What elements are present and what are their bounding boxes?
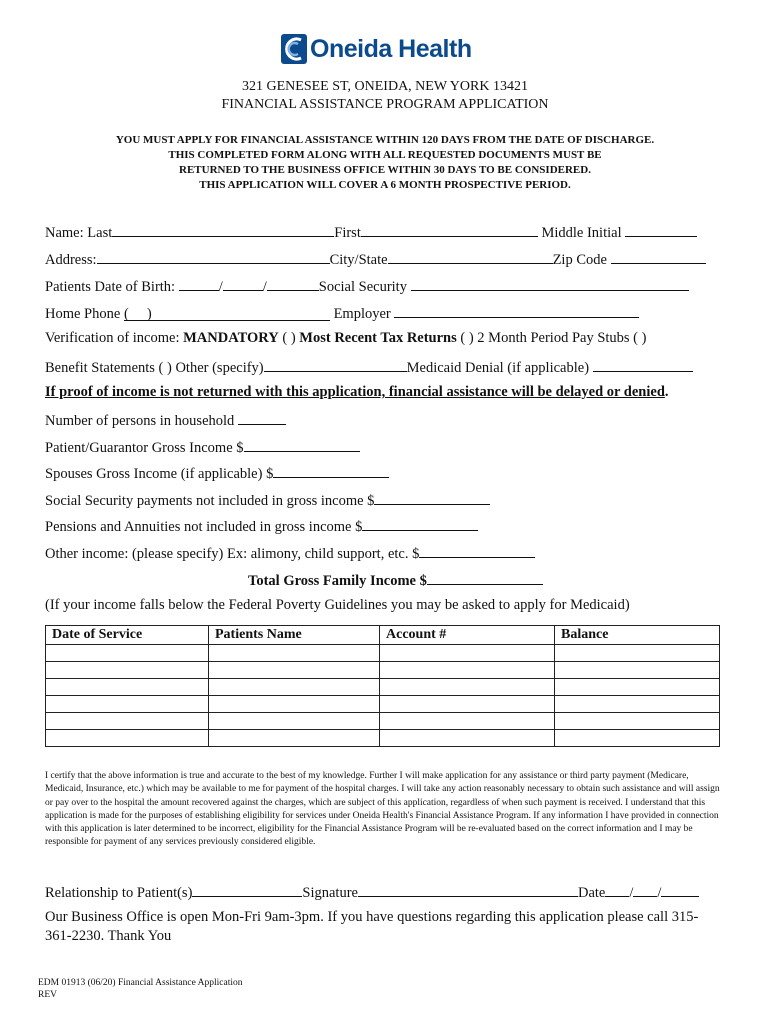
form-footer <box>38 977 243 1001</box>
notice-line-1: YOU MUST APPLY FOR FINANCIAL ASSISTANCE WITHIN 120 DAYS FROM THE DATE OF DISCHARGE. <box>115 134 655 146</box>
city-state-field[interactable] <box>388 249 553 264</box>
address-label: Address: <box>45 252 97 268</box>
certification-text: I certify that the above information is true and accurate to the best of my knowledge. Further I will make application for any assistance or third party payment (Medicare, Medicaid, Insurance, etc.) which may be available to me for payment of the hospital charges. I will take any action reasonably necessary to obtain such assistance and will assign or pay over to the hospital the amount recovered against the charges, which are subject of this application, regardless of when such payment is received. I understand that this application is made for the purposes of establishing eligibility for services under Oneida Health's Financial Assistance Program. If any information I have provided in connection with this application is later determined to be incorrect, eligibility for the Financial Assistance Program will be re-evaluated based on the correct information and I may be responsible for payment of any services previously considered eligible. <box>45 771 720 848</box>
dob-month-field[interactable] <box>179 276 219 291</box>
first-name-field[interactable] <box>361 222 538 237</box>
table-cell[interactable] <box>380 679 555 696</box>
table-cell[interactable] <box>555 662 720 679</box>
relationship-label: Relationship to Patient(s) <box>45 885 193 901</box>
table-cell[interactable] <box>555 645 720 662</box>
table-row <box>46 730 720 747</box>
poverty-note-row <box>45 597 630 614</box>
spouse-income-row <box>45 463 389 483</box>
table-cell[interactable] <box>555 730 720 747</box>
table-cell[interactable] <box>46 679 209 696</box>
table-cell[interactable] <box>380 713 555 730</box>
medicaid-denial-field[interactable] <box>593 357 693 372</box>
guarantor-income-label: Patient/Guarantor Gross Income $ <box>45 440 244 456</box>
city-state-label: City/State <box>329 252 388 268</box>
notice-line-2: THIS COMPLETED FORM ALONG WITH ALL REQUESTED DOCUMENTS MUST BE <box>168 149 602 161</box>
address-row <box>45 249 706 269</box>
other-income-row <box>45 543 535 563</box>
table-row <box>46 662 720 679</box>
date-year-field[interactable] <box>661 882 699 897</box>
household-field[interactable] <box>238 410 286 425</box>
household-label: Number of persons in household <box>45 413 235 429</box>
warning-row: If proof of income is not returned with this application, financial assistance will be delayed or denied. <box>45 384 669 400</box>
table-cell[interactable] <box>209 679 380 696</box>
last-name-field[interactable] <box>112 222 334 237</box>
ssn-label: Social Security <box>318 279 407 295</box>
phone-row <box>45 303 639 323</box>
zip-code-field[interactable] <box>611 249 706 264</box>
dob-day-field[interactable] <box>223 276 263 291</box>
benefit-statements-label[interactable]: Benefit Statements ( ) Other (specify) <box>45 360 264 376</box>
date-label: Date <box>577 885 606 901</box>
col-account: Account # <box>380 626 555 645</box>
pensions-label: Pensions and Annuities not included in gross income $ <box>45 519 363 535</box>
oneida-logo-icon <box>281 34 307 64</box>
zip-code-label: Zip Code <box>552 252 607 268</box>
date-day-field[interactable] <box>633 882 657 897</box>
table-row <box>46 696 720 713</box>
medicaid-denial-label: Medicaid Denial (if applicable) <box>406 360 590 376</box>
home-phone-label: Home Phone <box>45 306 121 322</box>
ss-payments-field[interactable] <box>374 490 490 505</box>
spouse-income-label: Spouses Gross Income (if applicable) $ <box>45 466 274 482</box>
guarantor-income-row <box>45 437 360 457</box>
table-cell[interactable] <box>46 730 209 747</box>
table-cell[interactable] <box>209 713 380 730</box>
table-cell[interactable] <box>46 645 209 662</box>
form-id: EDM 01913 (06/20) Financial Assistance Application <box>38 978 243 988</box>
guarantor-income-field[interactable] <box>244 437 360 452</box>
table-cell[interactable] <box>209 730 380 747</box>
table-row <box>46 645 720 662</box>
program-title: FINANCIAL ASSISTANCE PROGRAM APPLICATION <box>221 97 549 112</box>
signature-label: Signature <box>302 885 358 901</box>
notice-line-4: THIS APPLICATION WILL COVER A 6 MONTH PROSPECTIVE PERIOD. <box>199 179 571 191</box>
signature-field[interactable] <box>358 882 578 897</box>
table-row <box>46 679 720 696</box>
office-note: Our Business Office is open Mon-Fri 9am-3pm. If you have questions regarding this application please call 315-361-2230. Thank You <box>45 909 699 944</box>
name-row <box>45 222 697 242</box>
employer-field[interactable] <box>394 303 639 318</box>
logo-text: Oneida Health <box>310 34 472 63</box>
table-cell[interactable] <box>555 713 720 730</box>
middle-initial-label: Middle Initial <box>541 225 622 241</box>
other-income-label: Other income: (please specify) Ex: alimony, child support, etc. $ <box>45 546 420 562</box>
pensions-field[interactable] <box>362 516 478 531</box>
service-table <box>45 625 720 747</box>
header-block <box>0 78 770 114</box>
ss-payments-label: Social Security payments not included in gross income $ <box>45 493 375 509</box>
tax-returns-label: Most Recent Tax Returns <box>299 330 457 346</box>
table-cell[interactable] <box>555 696 720 713</box>
poverty-note: (If your income falls below the Federal Poverty Guidelines you may be asked to apply for Medicaid) <box>45 597 630 613</box>
col-date-of-service: Date of Service <box>46 626 209 645</box>
other-specify-field[interactable] <box>264 357 407 372</box>
col-patients-name: Patients Name <box>209 626 380 645</box>
table-row <box>46 713 720 730</box>
verification-row <box>45 330 646 347</box>
oneida-health-logo <box>281 34 472 64</box>
dob-label: Patients Date of Birth: <box>45 279 176 295</box>
dob-year-field[interactable] <box>267 276 319 291</box>
tax-returns-checkbox[interactable]: ( ) <box>282 330 296 346</box>
table-cell[interactable] <box>209 645 380 662</box>
address-field[interactable] <box>97 249 330 264</box>
last-name-label: Name: Last <box>45 225 113 241</box>
employer-label: Employer <box>333 306 391 322</box>
ssn-field[interactable] <box>411 276 689 291</box>
table-cell[interactable] <box>380 645 555 662</box>
dob-row: Patients Date of Birth: / / Social Security <box>45 276 689 296</box>
form-rev: REV <box>38 990 57 1000</box>
table-cell[interactable] <box>209 696 380 713</box>
pensions-row <box>45 516 478 536</box>
household-row <box>45 410 286 430</box>
notice-line-3: RETURNED TO THE BUSINESS OFFICE WITHIN 30 DAYS TO BE CONSIDERED. <box>179 164 591 176</box>
notice-block <box>0 133 770 193</box>
verification-label: Verification of income: <box>45 330 180 346</box>
benefits-row <box>45 357 693 377</box>
table-cell[interactable] <box>46 696 209 713</box>
other-income-field[interactable] <box>419 543 535 558</box>
table-cell[interactable] <box>46 662 209 679</box>
service-table-header <box>46 626 720 645</box>
middle-initial-field[interactable] <box>625 222 697 237</box>
mandatory-label: MANDATORY <box>183 330 279 346</box>
table-cell[interactable] <box>380 662 555 679</box>
table-cell[interactable] <box>209 662 380 679</box>
pay-stubs-option[interactable]: ( ) 2 Month Period Pay Stubs ( ) <box>460 330 647 346</box>
table-cell[interactable] <box>555 679 720 696</box>
home-phone-field[interactable]: ( ) <box>124 306 330 321</box>
first-name-label: First <box>334 225 361 241</box>
table-cell[interactable] <box>380 696 555 713</box>
total-income-label: Total Gross Family Income $ <box>248 573 427 589</box>
total-income-row <box>248 570 543 590</box>
total-income-field[interactable] <box>427 570 543 585</box>
table-cell[interactable] <box>380 730 555 747</box>
ss-payments-row <box>45 490 490 510</box>
date-month-field[interactable] <box>605 882 629 897</box>
col-balance: Balance <box>555 626 720 645</box>
service-table-body <box>46 645 720 747</box>
signature-row: Relationship to Patient(s) Signature Date / / <box>45 882 699 902</box>
relationship-field[interactable] <box>192 882 302 897</box>
address-line: 321 GENESEE ST, ONEIDA, NEW YORK 13421 <box>242 79 528 94</box>
proof-of-income-warning: If proof of income is not returned with this application, financial assistance will be delayed or denied <box>45 384 665 400</box>
table-cell[interactable] <box>46 713 209 730</box>
spouse-income-field[interactable] <box>273 463 389 478</box>
